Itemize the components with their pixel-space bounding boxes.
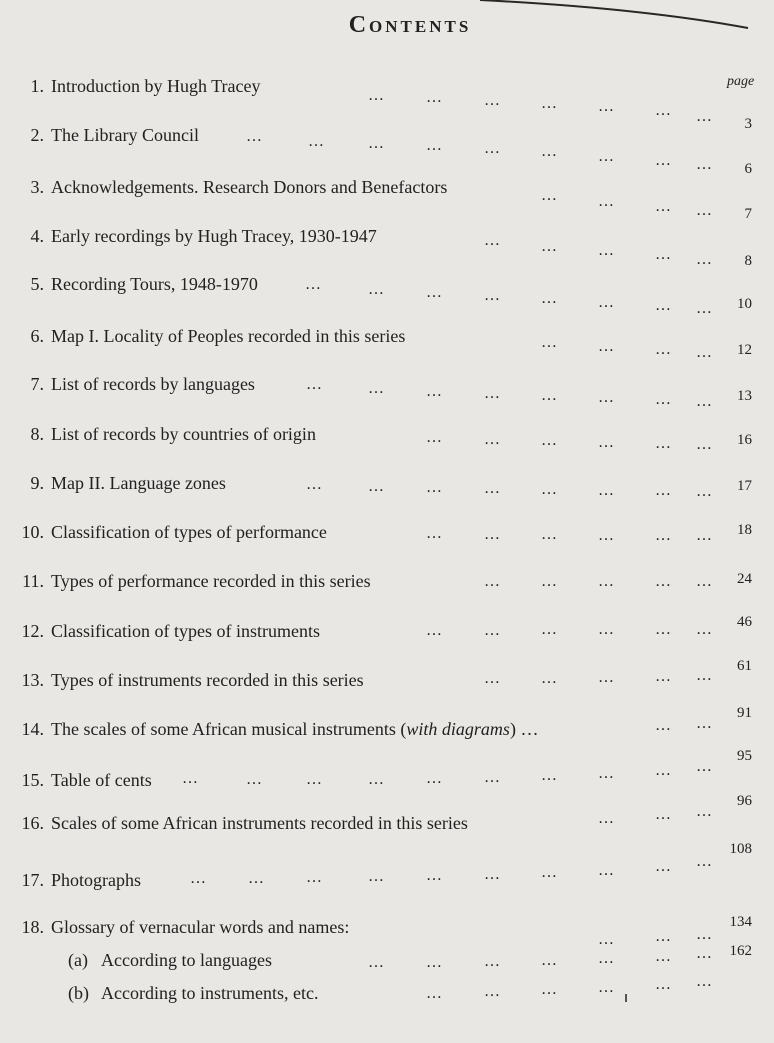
dot-leaders: … … … …: [541, 334, 713, 361]
entry-page: 18: [737, 522, 752, 538]
entry-number: 9.: [30, 473, 44, 493]
dot-leaders: … … … … … … … …: [306, 476, 713, 500]
toc-entry: [0, 125, 774, 177]
entry-page: 17: [737, 478, 752, 494]
toc-entry: [0, 226, 774, 269]
toc-entry: [0, 374, 774, 410]
entry-page: 10: [737, 296, 752, 312]
entry-number: 1.: [30, 76, 44, 96]
dot-leaders: … … … … … …: [426, 525, 713, 544]
entry-page: 3: [744, 116, 752, 132]
dot-leaders: … … … … … …: [426, 429, 713, 453]
entry-title: Scales of some African instruments recorded in this series: [51, 813, 468, 833]
entry-number: 17.: [21, 870, 44, 890]
dot-leaders: … … … … … … … … … …: [182, 758, 713, 788]
toc-entry: [0, 424, 774, 454]
dot-leaders: … … … … …: [484, 232, 713, 268]
dot-leaders: … … …: [598, 803, 713, 827]
entry-title: The scales of some African musical instruments (with diagrams) …: [51, 719, 539, 739]
entry-title: Acknowledgements. Research Donors and Benefactors: [51, 177, 448, 197]
entry-page: 61: [737, 658, 752, 674]
entry-title: List of records by languages: [51, 374, 255, 394]
entry-number: 10.: [21, 522, 44, 542]
entry-number: 12.: [21, 621, 44, 641]
entry-page: 13: [737, 388, 752, 404]
entry-page: 134: [729, 914, 752, 930]
entry-number: 13.: [21, 670, 44, 690]
entry-number: 11.: [22, 571, 44, 591]
entry-title: Glossary of vernacular words and names:: [51, 917, 350, 937]
entry-number: 16.: [21, 813, 44, 833]
toc-entry: [0, 841, 774, 900]
dot-leaders: … … … … … …: [426, 621, 713, 639]
dot-leaders: … … … … … … … … …: [246, 128, 713, 173]
printer-mark: [625, 994, 627, 1002]
entry-page: 12: [737, 342, 752, 358]
toc-sub-entry: [0, 943, 774, 980]
toc-entry: [0, 614, 774, 651]
dot-leaders: … … … … … … …: [368, 945, 713, 971]
entry-title: Map I. Locality of Peoples recorded in this series: [51, 326, 406, 346]
entry-page: 162: [729, 943, 752, 959]
dot-leaders: … … … … … … … … … …: [190, 853, 713, 887]
sub-entry-title: According to languages: [101, 950, 272, 970]
entry-number: 15.: [21, 770, 44, 790]
entry-number: 5.: [30, 274, 44, 294]
entry-page: 7: [744, 206, 752, 222]
toc-entry: [0, 274, 774, 317]
dot-leaders: … …: [655, 715, 713, 734]
toc-entry: [0, 76, 774, 132]
dot-leaders: … … …: [598, 926, 713, 948]
toc-entry: [0, 571, 774, 601]
toc-entry: [0, 793, 774, 843]
entry-title-italic: with diagrams: [406, 719, 510, 739]
sub-entry-label: (a): [68, 950, 88, 970]
sub-entry-label: (b): [68, 983, 89, 1003]
entry-page: 108: [729, 841, 752, 857]
entry-number: 14.: [21, 719, 44, 739]
entry-page: 24: [737, 571, 752, 587]
dot-leaders: … … … …: [541, 187, 713, 219]
toc-entry: [0, 473, 774, 503]
entry-title: Classification of types of performance: [51, 522, 327, 542]
entry-title: Recording Tours, 1948-1970: [51, 274, 258, 294]
toc-entry: [0, 326, 774, 361]
dot-leaders: … … … … …: [484, 573, 713, 590]
entry-page: 96: [737, 793, 752, 809]
page-title: Contents: [348, 12, 472, 38]
entry-page: 91: [737, 705, 752, 721]
toc-entry: [0, 748, 774, 800]
dot-leaders: … … … … … … … …: [306, 376, 713, 410]
entry-title-end: ): [509, 719, 516, 739]
toc-entry: [0, 658, 774, 700]
entry-number: 7.: [30, 374, 44, 394]
entry-page: 6: [744, 161, 752, 177]
entry-title: List of records by countries of origin: [51, 424, 316, 444]
entry-title: Introduction by Hugh Tracey: [51, 76, 261, 96]
entry-page: 46: [737, 614, 752, 630]
entry-title: The Library Council: [51, 125, 199, 145]
entry-number: 3.: [30, 177, 44, 197]
toc-entry: [0, 522, 774, 552]
sub-entry-title: According to instruments, etc.: [101, 983, 319, 1003]
entry-title: Classification of types of instruments: [51, 621, 320, 641]
entry-title: Photographs: [51, 870, 141, 890]
dot-leaders: … … … … … …: [426, 973, 713, 1002]
dot-leaders: … … … … …: [484, 667, 713, 687]
entry-number: 6.: [30, 326, 44, 346]
entry-title-main: The scales of some African musical instruments (: [51, 719, 407, 739]
entry-page: 8: [744, 253, 752, 269]
toc-sub-entry: [0, 973, 774, 1013]
entry-number: 18.: [21, 917, 44, 937]
entry-page: 16: [737, 432, 752, 448]
entry-title: Types of instruments recorded in this series: [51, 670, 364, 690]
entry-number: 4.: [30, 226, 44, 246]
entry-page: 95: [737, 748, 752, 764]
toc-entry: [0, 705, 774, 749]
dot-leaders: … … … … … … …: [368, 87, 713, 125]
page-column-label: page: [727, 74, 755, 89]
toc-entry: [0, 914, 774, 948]
toc-entry: [0, 177, 774, 222]
entry-number: 2.: [30, 125, 44, 145]
entry-title: Table of cents: [51, 770, 152, 790]
entry-title: Early recordings by Hugh Tracey, 1930-1947: [51, 226, 377, 246]
entry-title: Types of performance recorded in this series: [51, 571, 371, 591]
entry-title: Map II. Language zones: [51, 473, 226, 493]
entry-number: 8.: [30, 424, 44, 444]
dot-leaders: … … … … … … … …: [305, 276, 713, 317]
